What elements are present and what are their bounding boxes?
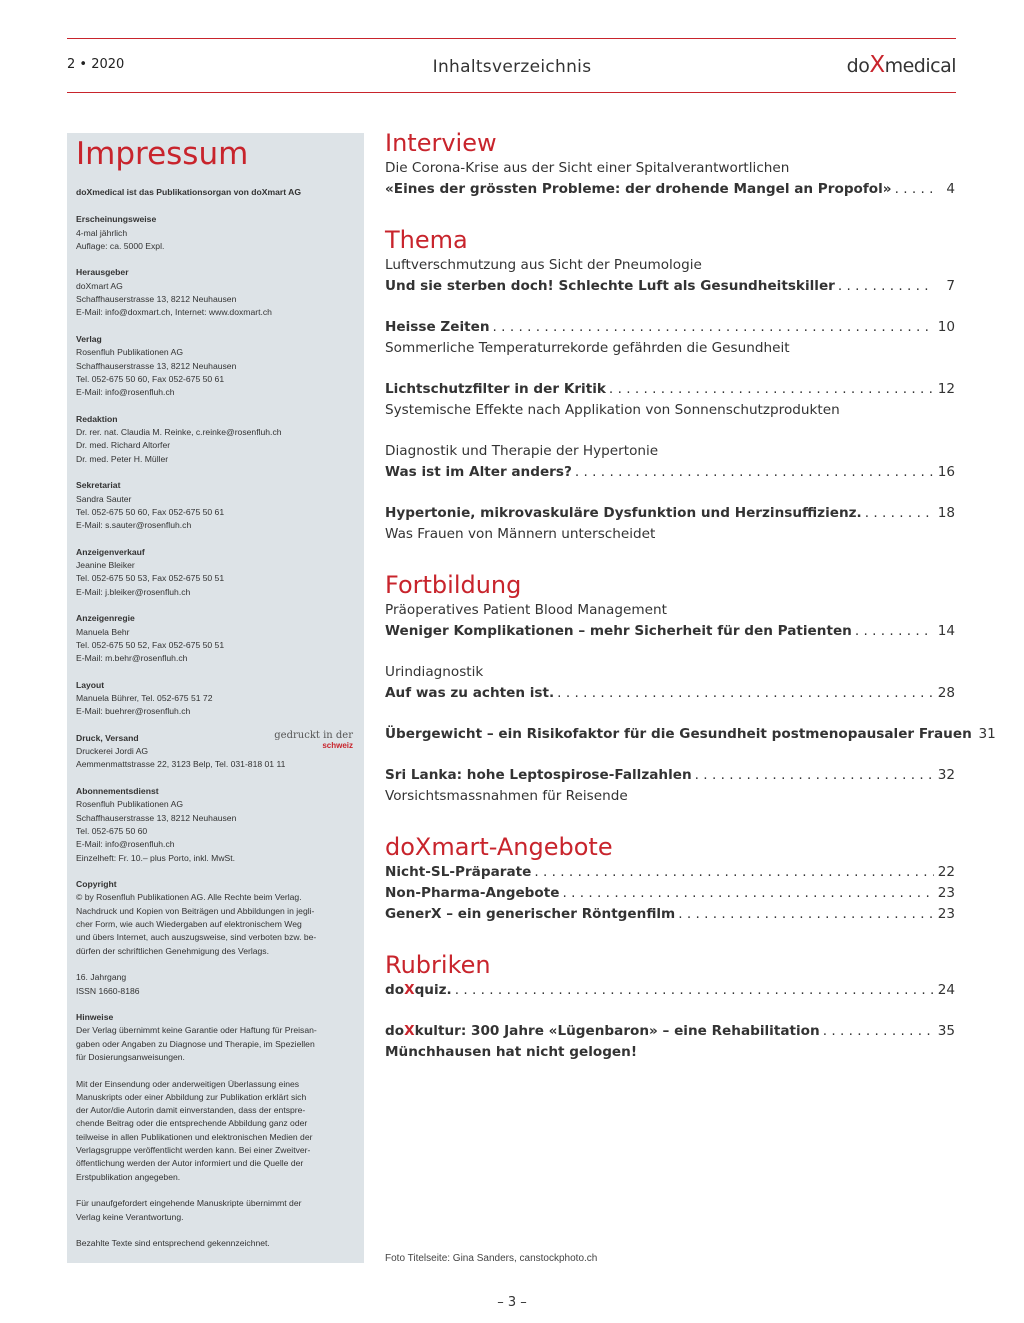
header-bottom-rule — [67, 92, 956, 93]
impressum-line: und übers Internet, auch auszugsweise, sind verboten bzw. be- — [76, 932, 317, 943]
header-top-rule — [67, 38, 956, 39]
doxmedical-logo: doXmedical — [846, 52, 956, 78]
impressum-line: Manuela Behr — [76, 626, 130, 637]
impressum-line: Tel. 052-675 50 52, Fax 052-675 50 51 — [76, 639, 225, 650]
toc-subtitle: Die Corona-Krise aus der Sicht einer Spitalverantwortlichen — [385, 160, 790, 176]
impressum-block — [76, 878, 355, 958]
toc-subtitle: Luftverschmutzung aus Sicht der Pneumologie — [385, 257, 702, 273]
impressum-line: Tel. 052-675 50 60, Fax 052-675 50 61 — [76, 373, 225, 384]
impressum-line: Aemmenmattstrasse 22, 3123 Belp, Tel. 031-818 01 11 — [76, 759, 286, 770]
impressum-label: Abonnementsdienst — [76, 786, 159, 797]
toc-entry[interactable]: doXkultur: 300 Jahre «Lügenbaron» – eine Rehabilitation . . . 35 — [385, 1021, 955, 1042]
toc-entry[interactable]: Heisse Zeiten . . . 10 — [385, 317, 955, 338]
toc-entry[interactable]: Hypertonie, mikrovaskuläre Dysfunktion und Herzinsuffizienz. . . . 18 — [385, 503, 955, 524]
impressum-line: E-Mail: buehrer@rosenfluh.ch — [76, 706, 191, 717]
impressum-line: teilweise in allen Publikationen und elektronischen Medien der — [76, 1131, 313, 1142]
page-number: – 3 – — [497, 1295, 527, 1310]
table-of-contents — [385, 128, 996, 1063]
impressum-line: Tel. 052-675 50 53, Fax 052-675 50 51 — [76, 573, 225, 584]
impressum-block — [76, 213, 355, 253]
impressum-line: Erstpublikation angegeben. — [76, 1171, 181, 1182]
impressum-label: Layout — [76, 679, 105, 690]
impressum-block — [76, 333, 355, 399]
impressum-label: Anzeigenverkauf — [76, 546, 145, 557]
toc-entry[interactable]: Auf was zu achten ist. . . . 28 — [385, 683, 955, 704]
impressum-block — [76, 1011, 355, 1064]
impressum-line: © by Rosenfluh Publikationen AG. Alle Rechte beim Verlag. — [76, 892, 302, 903]
impressum-label: Hinweise — [76, 1012, 114, 1023]
impressum-block — [76, 1237, 355, 1250]
impressum-block — [76, 785, 355, 865]
impressum-line: E-Mail: m.behr@rosenfluh.ch — [76, 653, 188, 664]
impressum-line: öffentlichung werden der Autor informiert und die Quelle der — [76, 1158, 304, 1169]
impressum-line: Druckerei Jordi AG — [76, 746, 149, 757]
impressum-line: ISSN 1660-8186 — [76, 985, 140, 996]
impressum-line: Verlag keine Verantwortung. — [76, 1211, 184, 1222]
impressum-line: E-Mail: s.sauter@rosenfluh.ch — [76, 520, 192, 531]
impressum-line: Rosenfluh Publikationen AG — [76, 347, 184, 358]
impressum-line: chende Beitrag oder die entsprechende Abbildung ganz oder — [76, 1118, 308, 1129]
impressum-block — [76, 679, 355, 719]
toc-subtitle: Urindiagnostik — [385, 664, 484, 680]
impressum-line: E-Mail: j.bleiker@rosenfluh.ch — [76, 586, 191, 597]
impressum-line: Tel. 052-675 50 60, Fax 052-675 50 61 — [76, 506, 225, 517]
toc-subtitle: Sommerliche Temperaturrekorde gefährden die Gesundheit — [385, 340, 790, 356]
toc-page: 4 — [946, 181, 955, 197]
impressum-line: der Autor/die Autorin damit einverstanden, dass der entspre- — [76, 1105, 306, 1116]
toc-entry[interactable]: Non-Pharma-Angebote . . . 23 — [385, 883, 955, 904]
impressum-line: Einzelheft: Fr. 10.– plus Porto, inkl. MwSt. — [76, 852, 236, 863]
toc-subtitle: Präoperatives Patient Blood Management — [385, 602, 667, 618]
impressum-block — [76, 413, 355, 466]
toc-heading-fortbildung: Fortbildung — [385, 571, 522, 599]
impressum-title: Impressum — [76, 136, 249, 172]
photo-credit: Foto Titelseite: Gina Sanders, canstockphoto.ch — [385, 1253, 598, 1264]
toc-subtitle: Systemische Effekte nach Applikation von Sonnenschutzprodukten — [385, 402, 840, 418]
impressum-block-druck — [76, 729, 355, 772]
impressum-intro: doXmedical ist das Publikationsorgan von doXmart AG — [76, 187, 302, 197]
impressum-line: E-Mail: info@rosenfluh.ch — [76, 387, 175, 398]
impressum-label: Erscheinungsweise — [76, 214, 157, 225]
toc-entry[interactable]: doXquiz. . . . 24 — [385, 980, 955, 1001]
impressum-label: Verlag — [76, 333, 102, 344]
toc-entry[interactable]: Weniger Komplikationen – mehr Sicherheit für den Patienten . . . 14 — [385, 621, 955, 642]
impressum-line: für Dosierungsanweisungen. — [76, 1052, 185, 1062]
impressum-line: Manuela Bührer, Tel. 052-675 51 72 — [76, 692, 213, 703]
gedruckt-in-der-schweiz-badge: gedruckt in der schweiz — [274, 729, 353, 750]
impressum-label: Druck, Versand — [76, 732, 139, 743]
impressum-block — [76, 971, 355, 998]
impressum-box — [67, 133, 364, 1263]
impressum-line: Auflage: ca. 5000 Expl. — [76, 240, 165, 251]
toc-entry-subtitle: Münchhausen hat nicht gelogen! — [385, 1044, 638, 1060]
impressum-line: Dr. rer. nat. Claudia M. Reinke, c.reinke@rosenfluh.ch — [76, 427, 282, 438]
impressum-line: Verlagsgruppe veröffentlicht werden kann. Bei einer Zweitver- — [76, 1145, 311, 1156]
impressum-line: E-Mail: info@rosenfluh.ch — [76, 839, 175, 850]
impressum-block — [76, 266, 355, 319]
toc-entry[interactable]: GenerX – ein generischer Röntgenfilm . . . 23 — [385, 904, 955, 925]
impressum-line: Tel. 052-675 50 60 — [76, 825, 148, 836]
toc-subtitle: Vorsichtsmassnahmen für Reisende — [385, 788, 628, 804]
impressum-line: cher Form, wie auch Wiedergaben auf elektronischem Weg — [76, 919, 302, 930]
impressum-line: gaben oder Angaben zu Diagnose und Therapie, im Speziellen — [76, 1038, 315, 1049]
toc-entry[interactable]: Lichtschutzfilter in der Kritik . . . 12 — [385, 379, 955, 400]
impressum-line: Nachdruck und Kopien von Beiträgen und Abbildungen in jegli- — [76, 905, 315, 916]
impressum-line: Dr. med. Peter H. Müller — [76, 453, 169, 464]
impressum-line: Dr. med. Richard Altorfer — [76, 440, 171, 451]
impressum-line: Manuskripts oder einer Abbildung zur Publikation erklärt sich — [76, 1091, 307, 1102]
impressum-line: 4-mal jährlich — [76, 227, 128, 238]
issue-number: 2 • 2020 — [67, 57, 125, 72]
impressum-block — [76, 612, 355, 665]
toc-subtitle: Was Frauen von Männern unterscheidet — [385, 526, 656, 542]
impressum-block — [76, 1197, 355, 1224]
toc-entry[interactable]: Was ist im Alter anders? . . . 16 — [385, 462, 955, 483]
toc-heading-rubriken: Rubriken — [385, 951, 491, 979]
impressum-line: Schaffhauserstrasse 13, 8212 Neuhausen — [76, 360, 237, 371]
impressum-line: Schaffhauserstrasse 13, 8212 Neuhausen — [76, 812, 237, 823]
impressum-line: 16. Jahrgang — [76, 972, 127, 983]
toc-entry[interactable]: Und sie sterben doch! Schlechte Luft als Gesundheitskiller . . . 7 — [385, 276, 955, 297]
impressum-label: Herausgeber — [76, 267, 129, 278]
impressum-label: Sekretariat — [76, 480, 121, 491]
toc-heading-interview: Interview — [385, 129, 497, 157]
impressum-line: Sandra Sauter — [76, 493, 132, 504]
impressum-label: Anzeigenregie — [76, 613, 135, 624]
impressum-line: Jeanine Bleiker — [76, 560, 135, 571]
impressum-line: Für unaufgefordert eingehende Manuskripte übernimmt der — [76, 1198, 302, 1209]
impressum-line: Rosenfluh Publikationen AG — [76, 799, 184, 810]
impressum-line: Der Verlag übernimmt keine Garantie oder Haftung für Preisan- — [76, 1025, 317, 1036]
impressum-line: doXmart AG — [76, 280, 123, 291]
impressum-block — [76, 479, 355, 532]
impressum-block — [76, 546, 355, 599]
impressum-line: Mit der Einsendung oder anderweitigen Überlassung eines — [76, 1078, 300, 1089]
impressum-block — [76, 1078, 355, 1184]
impressum-label: Copyright — [76, 879, 117, 890]
impressum-label: Redaktion — [76, 413, 118, 424]
impressum-line: dürfen der schriftlichen Genehmigung des Verlags. — [76, 945, 269, 956]
toc-subtitle: Diagnostik und Therapie der Hypertonie — [385, 443, 659, 459]
toc-entry[interactable]: «Eines der grössten Probleme: der drohende Mangel an Propofol» . . . 4 — [385, 179, 955, 200]
impressum-line: Bezahlte Texte sind entsprechend gekennzeichnet. — [76, 1238, 270, 1249]
toc-heading-angebote: doXmart-Angebote — [385, 833, 613, 861]
toc-entry[interactable]: Sri Lanka: hohe Leptospirose-Fallzahlen . . . 32 — [385, 765, 955, 786]
toc-heading-thema: Thema — [385, 226, 468, 254]
impressum-line: E-Mail: info@doxmart.ch, Internet: www.doxmart.ch — [76, 307, 272, 318]
impressum-line: Schaffhauserstrasse 13, 8212 Neuhausen — [76, 294, 237, 305]
toc-entry[interactable]: Nicht-SL-Präparate . . . 22 — [385, 862, 955, 883]
toc-entry[interactable]: Übergewicht – ein Risikofaktor für die Gesundheit postmenopausaler Frauen 31 — [385, 726, 996, 742]
section-title: Inhaltsverzeichnis — [432, 57, 592, 77]
